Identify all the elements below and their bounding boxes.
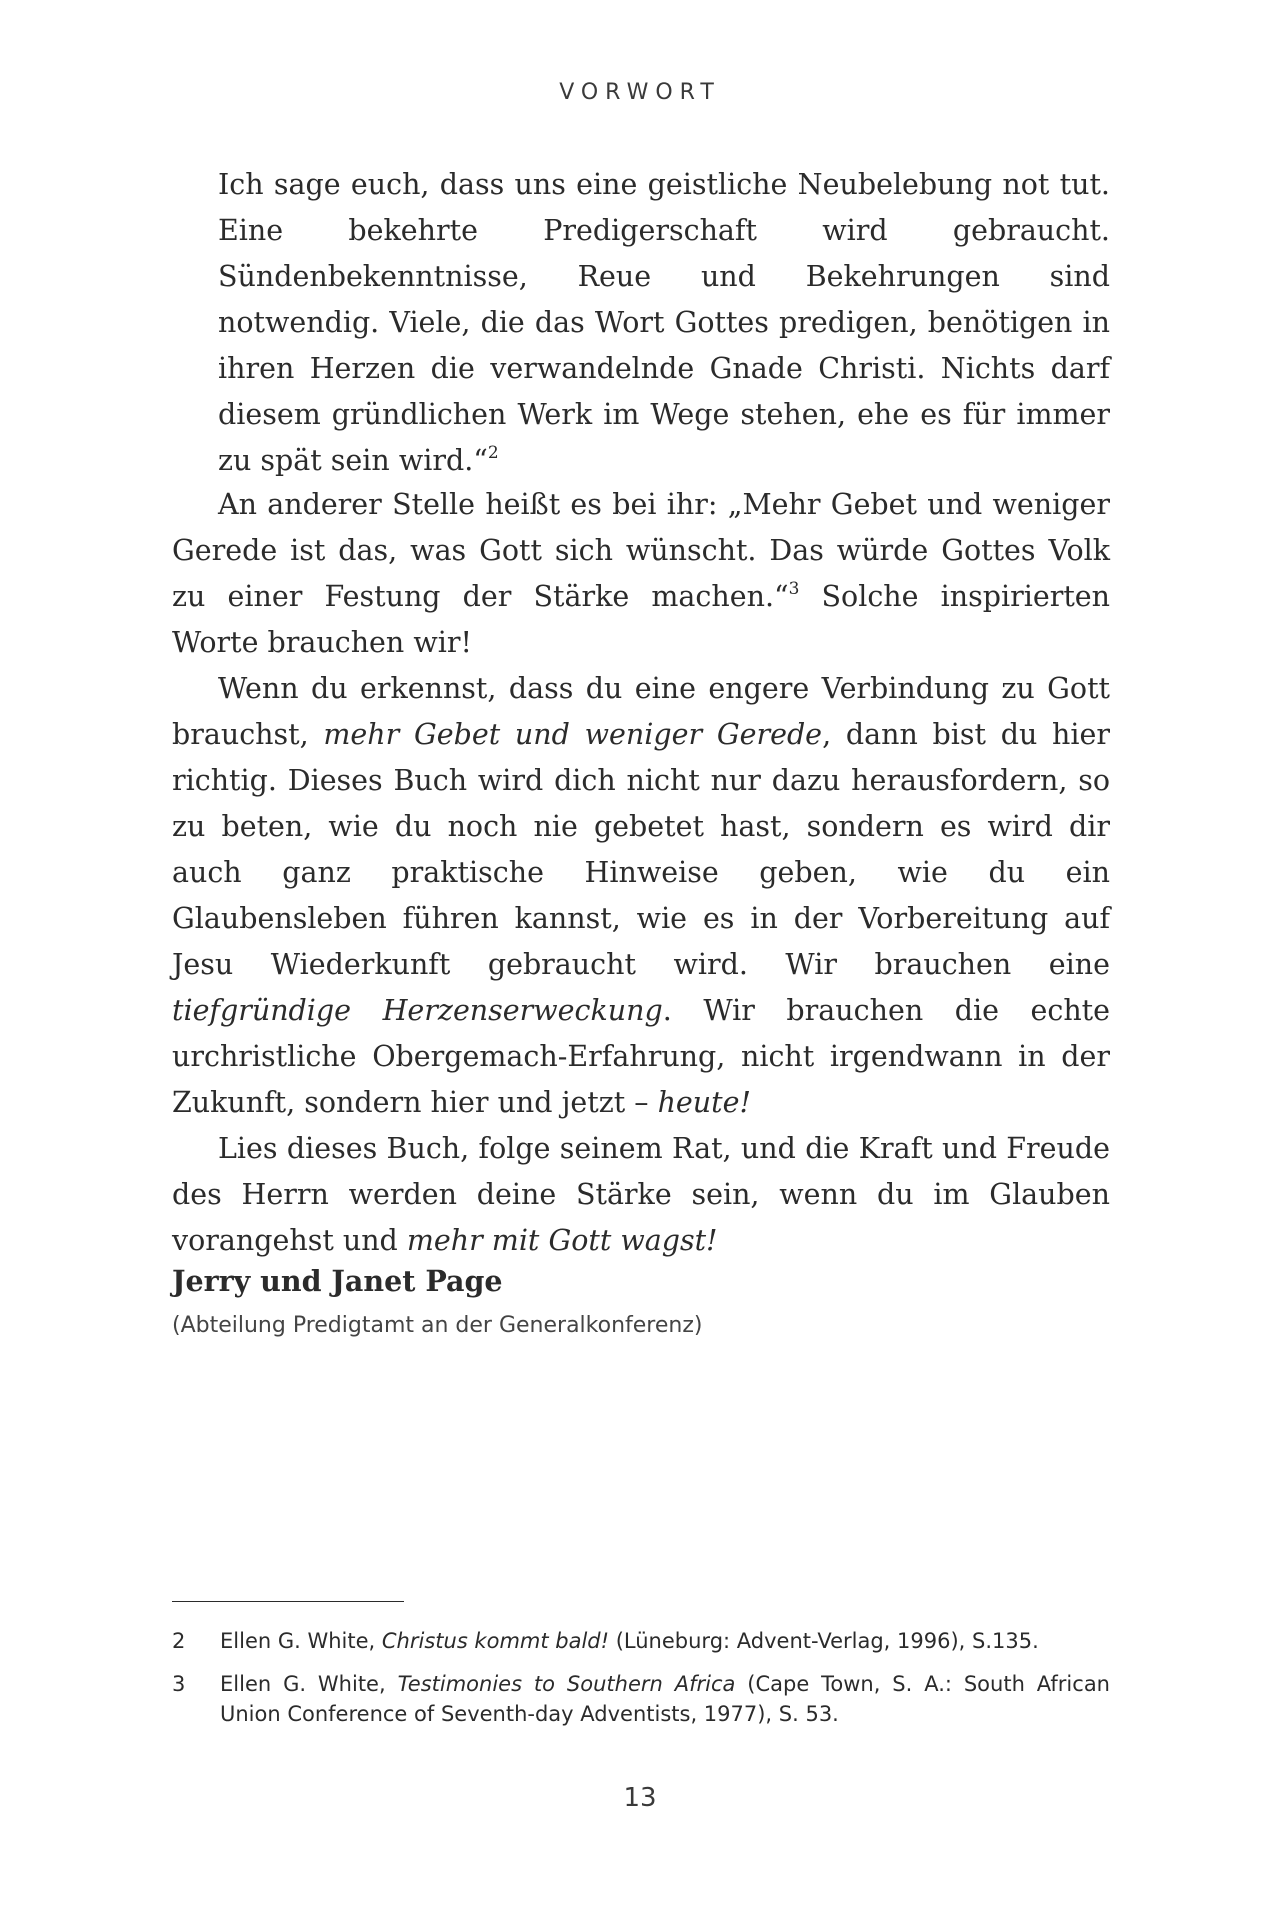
paragraph-1-text-end: Solche inspirierten Worte brauchen wir! [172, 580, 1110, 659]
paragraph-2-emphasis-b: tiefgründige Herzenserweckung [172, 994, 663, 1027]
paragraph-1-text: An anderer Stelle heißt es bei ihr: „Mehr Gebet und weniger Gerede ist das, was Gott sich wünscht. Das würde Gottes Volk zu einer Festung der Stärke machen.“ [172, 488, 1110, 613]
footnote-text-b: (Cape Town, S. A.: South African Union Conference of Seventh-day Adventists, 1977), S. 53. [220, 1672, 1110, 1726]
footnote-text-a: Ellen G. White, [220, 1629, 382, 1653]
footnote-text-a: Ellen G. White, [220, 1672, 398, 1696]
footnote-separator [172, 1601, 404, 1602]
footnote-text [220, 1669, 1110, 1729]
footnote-title: Testimonies to Southern Africa [397, 1672, 736, 1696]
paragraph-2-text-b: , dann bist du hier richtig. Dieses Buch wird dich nicht nur dazu herausfordern, so zu beten, wie du noch nie gebetet hast, sondern es wird dir auch ganz praktische Hinweise geben, wie du ein Glaubensleben führen kannst, wie es in der Vorbereitung auf Jesu Wiederkunft gebraucht wird. Wir brauchen eine [172, 718, 1110, 981]
footnote-number: 3 [172, 1672, 186, 1696]
footnote-text-b: (Lüneburg: Advent-Verlag, 1996), S.135. [609, 1629, 1039, 1653]
paragraph-3-text: Lies dieses Buch, folge seinem Rat, und die Kraft und Freude des Herrn werden deine Stärke sein, wenn du im Glauben vorangehst und [172, 1132, 1110, 1257]
signature-affiliation: (Abteilung Predigtamt an der Generalkonferenz) [172, 1313, 703, 1338]
footnote-text [220, 1626, 1110, 1656]
paragraph-1 [172, 482, 1110, 666]
paragraph-2-text-a: Wenn du erkennst, dass du eine engere Verbindung zu Gott brauchst, [172, 672, 1110, 751]
paragraph-2 [172, 666, 1110, 1126]
footnote-number: 2 [172, 1629, 186, 1653]
paragraph-2-emphasis-c: heute! [657, 1086, 751, 1119]
footnote-2 [172, 1626, 1110, 1656]
running-head: VORWORT [559, 80, 721, 105]
paragraph-2-emphasis-a: mehr Gebet und weniger Gerede [323, 718, 823, 751]
paragraph-3-emphasis: mehr mit Gott wagst! [406, 1224, 718, 1257]
footnotes [172, 1626, 1110, 1742]
quote-text: Ich sage euch, dass uns eine geistliche Neubelebung not tut. Eine bekehrte Predigerschaft wird gebraucht. Sündenbekenntnisse, Reue und Bekehrungen sind notwendig. Viele, die das Wort Gottes predigen, benötigen in ihren Herzen die verwandelnde Gnade Christi. Nichts darf diesem gründlichen Werk im Wege stehen, ehe es für immer zu spät sein wird.“ [218, 168, 1110, 477]
footnote-ref-2[interactable]: 2 [487, 443, 499, 463]
paragraph-2-text-c: . Wir brauchen die echte urchristliche Obergemach-Erfahrung, nicht irgendwann in der Zukunft, sondern hier und jetzt – [172, 994, 1111, 1119]
body-text [172, 482, 1110, 1264]
quote-paragraph [218, 162, 1110, 484]
page-number: 13 [623, 1783, 657, 1813]
footnote-3 [172, 1669, 1110, 1729]
paragraph-3 [172, 1126, 1110, 1264]
block-quote [218, 162, 1110, 484]
footnote-title: Christus kommt bald! [381, 1629, 610, 1653]
signature-name: Jerry und Janet Page [172, 1264, 503, 1298]
footnote-ref-3[interactable]: 3 [788, 579, 800, 599]
